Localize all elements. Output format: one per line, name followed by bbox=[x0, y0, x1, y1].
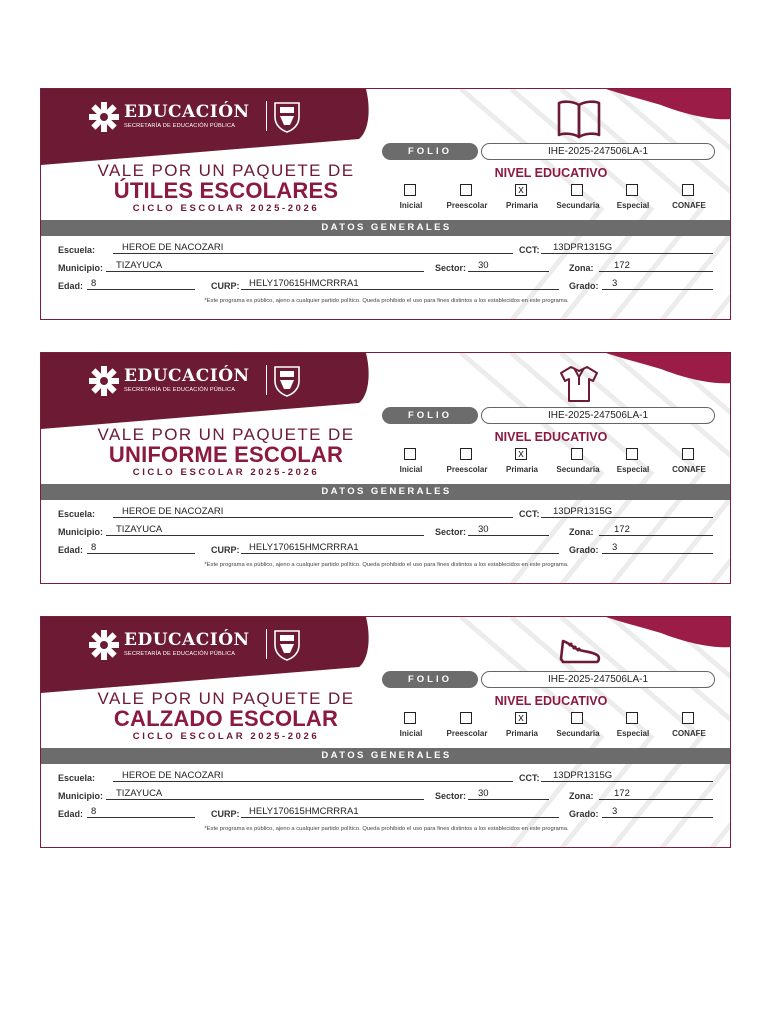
zona-field bbox=[569, 523, 713, 537]
sector-field bbox=[435, 787, 549, 801]
voucher-title-product: CALZADO ESCOLAR bbox=[113, 706, 339, 731]
edad-value: 8 bbox=[91, 542, 97, 553]
nivel-option-3[interactable] bbox=[553, 448, 603, 478]
folio-value: IHE-2025-247506LA-1 bbox=[481, 143, 715, 160]
nivel-checkbox[interactable] bbox=[404, 712, 416, 724]
curp-value: HELY170615HMCRRRA1 bbox=[249, 542, 359, 553]
star-logo-icon bbox=[88, 629, 120, 661]
nivel-option-3[interactable] bbox=[553, 184, 603, 214]
cct-label: CCT: bbox=[519, 245, 540, 255]
nivel-option-4[interactable] bbox=[608, 448, 658, 478]
sector-field bbox=[435, 523, 549, 537]
nivel-option-3[interactable] bbox=[553, 712, 603, 742]
sector-line bbox=[468, 271, 549, 272]
cct-line bbox=[541, 781, 713, 782]
grado-value: 3 bbox=[612, 542, 618, 553]
sector-value: 30 bbox=[478, 788, 489, 799]
zona-line bbox=[599, 271, 713, 272]
edad-label: Edad: bbox=[58, 809, 84, 819]
nivel-option-label: Inicial bbox=[399, 465, 423, 474]
cct-field bbox=[519, 505, 713, 519]
curp-line bbox=[241, 553, 559, 554]
nivel-option-label: CONAFE bbox=[672, 465, 706, 474]
nivel-checkbox[interactable]: x bbox=[515, 448, 527, 460]
grado-line bbox=[602, 553, 713, 554]
sector-value: 30 bbox=[478, 524, 489, 535]
sector-field bbox=[435, 259, 549, 273]
zona-value: 172 bbox=[614, 524, 630, 535]
grado-value: 3 bbox=[612, 806, 618, 817]
zona-label: Zona: bbox=[569, 263, 594, 273]
nivel-option-1[interactable] bbox=[442, 184, 492, 214]
brand-title: EDUCACIÓN bbox=[124, 102, 250, 122]
nivel-option-label: Primaria bbox=[505, 729, 539, 738]
curp-field bbox=[211, 805, 559, 819]
municipio-field bbox=[58, 787, 424, 801]
escuela-value: HEROE DE NACOZARI bbox=[122, 242, 224, 253]
escuela-value: HEROE DE NACOZARI bbox=[122, 506, 224, 517]
grado-value: 3 bbox=[612, 278, 618, 289]
voucher-card bbox=[40, 616, 731, 848]
grado-field bbox=[569, 805, 713, 819]
zona-field bbox=[569, 787, 713, 801]
nivel-option-label: Inicial bbox=[399, 201, 423, 210]
nivel-checkbox[interactable] bbox=[460, 712, 472, 724]
edad-label: Edad: bbox=[58, 545, 84, 555]
nivel-checkbox[interactable] bbox=[626, 184, 638, 196]
nivel-option-5[interactable] bbox=[664, 184, 714, 214]
voucher-school-cycle: CICLO ESCOLAR 2025-2026 bbox=[132, 467, 320, 478]
voucher-card bbox=[40, 352, 731, 584]
nivel-checkbox[interactable] bbox=[404, 184, 416, 196]
grado-label: Grado: bbox=[569, 281, 599, 291]
municipio-line bbox=[106, 535, 424, 536]
nivel-option-0[interactable] bbox=[386, 184, 436, 214]
star-logo-icon bbox=[88, 365, 120, 397]
nivel-checkbox[interactable] bbox=[571, 184, 583, 196]
escuela-label: Escuela: bbox=[58, 245, 96, 255]
footnote: *Este programa es público, ajeno a cualquier partido político. Queda prohibido el uso para fines distintos a los establecidos en este programa. bbox=[204, 298, 569, 304]
folio-label: FOLIO bbox=[382, 407, 478, 424]
footnote: *Este programa es público, ajeno a cualquier partido político. Queda prohibido el uso para fines distintos a los establecidos en este programa. bbox=[204, 562, 569, 568]
nivel-option-label: Preescolar bbox=[446, 465, 488, 474]
nivel-option-2[interactable] bbox=[497, 184, 547, 214]
nivel-option-1[interactable] bbox=[442, 712, 492, 742]
curp-field bbox=[211, 277, 559, 291]
footnote: *Este programa es público, ajeno a cualquier partido político. Queda prohibido el uso para fines distintos a los establecidos en este programa. bbox=[204, 826, 569, 832]
escuela-label: Escuela: bbox=[58, 509, 96, 519]
sector-line bbox=[468, 535, 549, 536]
brand-subtitle: SECRETARÍA DE EDUCACIÓN PÚBLICA bbox=[124, 387, 236, 393]
logo-divider bbox=[266, 365, 267, 395]
zona-line bbox=[599, 535, 713, 536]
edad-value: 8 bbox=[91, 278, 97, 289]
nivel-option-5[interactable] bbox=[664, 448, 714, 478]
voucher-title-product: UNIFORME ESCOLAR bbox=[108, 442, 344, 467]
zona-line bbox=[599, 799, 713, 800]
datos-generales-bar: DATOS GENERALES bbox=[41, 748, 731, 764]
edad-value: 8 bbox=[91, 806, 97, 817]
shirt-icon bbox=[553, 361, 605, 405]
sector-label: Sector: bbox=[435, 263, 467, 273]
zona-label: Zona: bbox=[569, 527, 594, 537]
folio-label: FOLIO bbox=[382, 671, 478, 688]
municipio-value: TIZAYUCA bbox=[116, 524, 163, 535]
sector-label: Sector: bbox=[435, 791, 467, 801]
brand-subtitle: SECRETARÍA DE EDUCACIÓN PÚBLICA bbox=[124, 651, 236, 657]
nivel-option-label: Preescolar bbox=[446, 729, 488, 738]
nivel-option-1[interactable] bbox=[442, 448, 492, 478]
state-seal-icon bbox=[272, 629, 302, 661]
edad-field bbox=[58, 805, 195, 819]
logo-divider bbox=[266, 101, 267, 131]
escuela-field bbox=[58, 505, 513, 519]
voucher-school-cycle: CICLO ESCOLAR 2025-2026 bbox=[132, 203, 320, 214]
nivel-option-label: Secundaria bbox=[556, 729, 600, 738]
cct-label: CCT: bbox=[519, 509, 540, 519]
brand-subtitle: SECRETARÍA DE EDUCACIÓN PÚBLICA bbox=[124, 123, 236, 129]
nivel-option-0[interactable] bbox=[386, 448, 436, 478]
nivel-option-label: CONAFE bbox=[672, 729, 706, 738]
grado-field bbox=[569, 277, 713, 291]
cct-field bbox=[519, 241, 713, 255]
nivel-option-label: Primaria bbox=[505, 465, 539, 474]
cct-line bbox=[541, 253, 713, 254]
nivel-option-2[interactable] bbox=[497, 712, 547, 742]
nivel-checkbox[interactable] bbox=[460, 184, 472, 196]
nivel-checkbox[interactable] bbox=[682, 712, 694, 724]
datos-generales-bar: DATOS GENERALES bbox=[41, 220, 731, 236]
sep-logo bbox=[88, 101, 288, 133]
curp-line bbox=[241, 289, 559, 290]
nivel-option-label: Inicial bbox=[399, 729, 423, 738]
curp-field bbox=[211, 541, 559, 555]
nivel-checkbox[interactable] bbox=[682, 448, 694, 460]
sector-value: 30 bbox=[478, 260, 489, 271]
sep-logo bbox=[88, 629, 288, 661]
voucher-title-product: ÚTILES ESCOLARES bbox=[113, 178, 339, 203]
curp-label: CURP: bbox=[211, 809, 240, 819]
municipio-field bbox=[58, 259, 424, 273]
nivel-option-2[interactable] bbox=[497, 448, 547, 478]
brand-title: EDUCACIÓN bbox=[124, 630, 250, 650]
escuela-value: HEROE DE NACOZARI bbox=[122, 770, 224, 781]
cct-line bbox=[541, 517, 713, 518]
cct-value: 13DPR1315G bbox=[553, 770, 613, 781]
state-seal-icon bbox=[272, 365, 302, 397]
curp-label: CURP: bbox=[211, 281, 240, 291]
nivel-educativo-heading: NIVEL EDUCATIVO bbox=[494, 430, 608, 444]
curp-value: HELY170615HMCRRRA1 bbox=[249, 278, 359, 289]
curp-value: HELY170615HMCRRRA1 bbox=[249, 806, 359, 817]
municipio-label: Municipio: bbox=[58, 791, 103, 801]
datos-generales-bar: DATOS GENERALES bbox=[41, 484, 731, 500]
cct-label: CCT: bbox=[519, 773, 540, 783]
nivel-checkbox[interactable] bbox=[571, 448, 583, 460]
curp-line bbox=[241, 817, 559, 818]
voucher-school-cycle: CICLO ESCOLAR 2025-2026 bbox=[132, 731, 320, 742]
grado-line bbox=[602, 289, 713, 290]
edad-line bbox=[87, 817, 195, 818]
nivel-educativo-heading: NIVEL EDUCATIVO bbox=[494, 694, 608, 708]
nivel-option-label: Preescolar bbox=[446, 201, 488, 210]
edad-label: Edad: bbox=[58, 281, 84, 291]
nivel-option-label: Especial bbox=[616, 465, 650, 474]
cct-value: 13DPR1315G bbox=[553, 242, 613, 253]
voucher-title-line1: VALE POR UN PAQUETE DE bbox=[97, 689, 355, 708]
nivel-option-label: Primaria bbox=[505, 201, 539, 210]
nivel-option-label: Secundaria bbox=[556, 465, 600, 474]
nivel-option-4[interactable] bbox=[608, 184, 658, 214]
sector-label: Sector: bbox=[435, 527, 467, 537]
state-seal-icon bbox=[272, 101, 302, 133]
zona-value: 172 bbox=[614, 260, 630, 271]
nivel-option-4[interactable] bbox=[608, 712, 658, 742]
voucher-title-line1: VALE POR UN PAQUETE DE bbox=[97, 161, 355, 180]
municipio-value: TIZAYUCA bbox=[116, 788, 163, 799]
nivel-option-label: Secundaria bbox=[556, 201, 600, 210]
logo-divider bbox=[266, 629, 267, 659]
curp-label: CURP: bbox=[211, 545, 240, 555]
zona-label: Zona: bbox=[569, 791, 594, 801]
grado-label: Grado: bbox=[569, 545, 599, 555]
edad-field bbox=[58, 277, 195, 291]
grado-field bbox=[569, 541, 713, 555]
edad-field bbox=[58, 541, 195, 555]
folio-value: IHE-2025-247506LA-1 bbox=[481, 407, 715, 424]
zona-field bbox=[569, 259, 713, 273]
municipio-value: TIZAYUCA bbox=[116, 260, 163, 271]
municipio-field bbox=[58, 523, 424, 537]
nivel-checkbox[interactable] bbox=[682, 184, 694, 196]
escuela-label: Escuela: bbox=[58, 773, 96, 783]
nivel-option-label: Especial bbox=[616, 729, 650, 738]
zona-value: 172 bbox=[614, 788, 630, 799]
cct-field bbox=[519, 769, 713, 783]
cct-value: 13DPR1315G bbox=[553, 506, 613, 517]
nivel-checkbox[interactable] bbox=[626, 712, 638, 724]
nivel-checkbox[interactable] bbox=[571, 712, 583, 724]
escuela-field bbox=[58, 241, 513, 255]
nivel-educativo-heading: NIVEL EDUCATIVO bbox=[494, 166, 608, 180]
escuela-field bbox=[58, 769, 513, 783]
nivel-option-label: Especial bbox=[616, 201, 650, 210]
municipio-line bbox=[106, 271, 424, 272]
sep-logo bbox=[88, 365, 288, 397]
book-icon bbox=[553, 97, 605, 141]
shoe-icon bbox=[553, 625, 605, 669]
nivel-checkbox[interactable]: x bbox=[515, 184, 527, 196]
grado-label: Grado: bbox=[569, 809, 599, 819]
municipio-line bbox=[106, 799, 424, 800]
municipio-label: Municipio: bbox=[58, 527, 103, 537]
voucher-card bbox=[40, 88, 731, 320]
escuela-line bbox=[113, 517, 513, 518]
nivel-checkbox[interactable] bbox=[626, 448, 638, 460]
nivel-option-label: CONAFE bbox=[672, 201, 706, 210]
star-logo-icon bbox=[88, 101, 120, 133]
nivel-option-0[interactable] bbox=[386, 712, 436, 742]
nivel-checkbox[interactable] bbox=[404, 448, 416, 460]
folio-label: FOLIO bbox=[382, 143, 478, 160]
municipio-label: Municipio: bbox=[58, 263, 103, 273]
nivel-checkbox[interactable] bbox=[460, 448, 472, 460]
voucher-title-line1: VALE POR UN PAQUETE DE bbox=[97, 425, 355, 444]
edad-line bbox=[87, 289, 195, 290]
folio-value: IHE-2025-247506LA-1 bbox=[481, 671, 715, 688]
sector-line bbox=[468, 799, 549, 800]
grado-line bbox=[602, 817, 713, 818]
nivel-checkbox[interactable]: x bbox=[515, 712, 527, 724]
escuela-line bbox=[113, 253, 513, 254]
escuela-line bbox=[113, 781, 513, 782]
nivel-option-5[interactable] bbox=[664, 712, 714, 742]
brand-title: EDUCACIÓN bbox=[124, 366, 250, 386]
edad-line bbox=[87, 553, 195, 554]
